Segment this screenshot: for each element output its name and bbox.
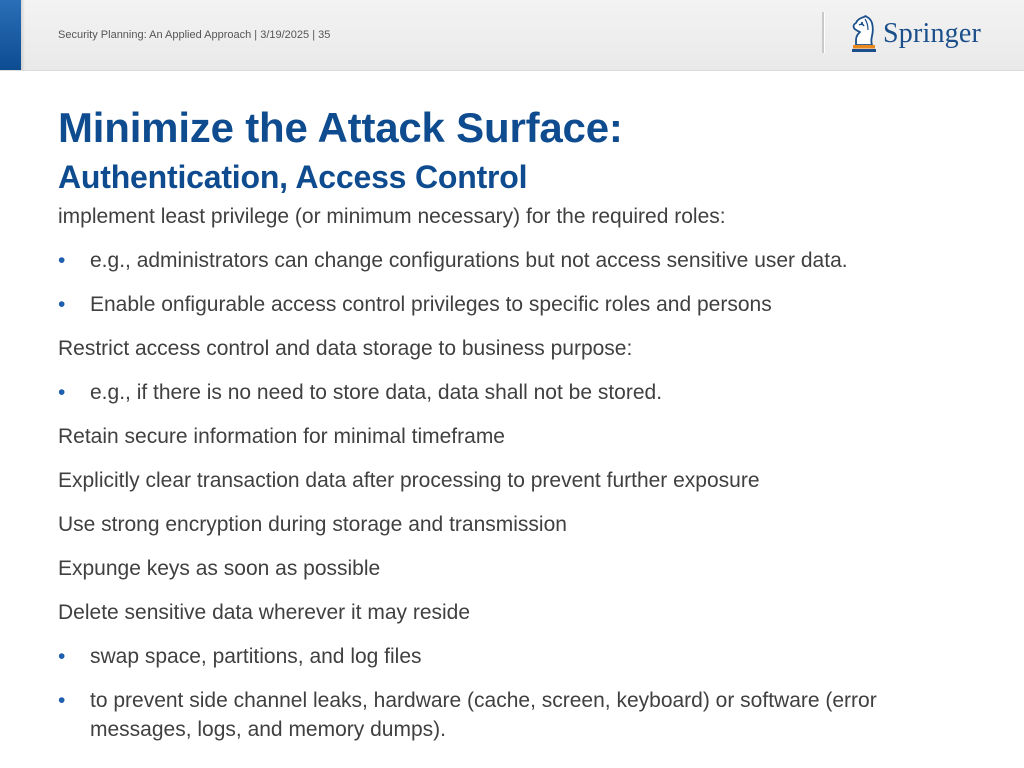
slide-footer-text: Security Planning: An Applied Approach | 3/19/2025 | 35 xyxy=(58,29,331,41)
bullet-dot-icon: • xyxy=(58,645,66,668)
springer-logo xyxy=(850,14,981,54)
header-band xyxy=(0,0,1024,71)
line-text: Expunge keys as soon as possible xyxy=(58,557,381,580)
bullet-dot-icon: • xyxy=(58,293,66,316)
line-text: implement least privilege (or minimum necessary) for the required roles: xyxy=(58,205,726,228)
body-paragraph xyxy=(58,422,958,451)
springer-logo-text: Springer xyxy=(883,18,982,49)
line-text: Delete sensitive data wherever it may reside xyxy=(58,601,471,624)
body-paragraph xyxy=(58,466,958,495)
header-divider xyxy=(822,12,825,53)
line-text: Retain secure information for minimal timeframe xyxy=(58,425,505,448)
bullet-item xyxy=(58,246,958,275)
slide-title: Minimize the Attack Surface: xyxy=(58,104,623,151)
line-text: swap space, partitions, and log files xyxy=(90,645,422,668)
line-text: to prevent side channel leaks, hardware (cache, screen, keyboard) or software (error messages, logs, and memory dumps). xyxy=(90,689,877,741)
bullet-item xyxy=(58,642,958,671)
accent-bar-shadow xyxy=(21,0,25,70)
line-text: e.g., if there is no need to store data, data shall not be stored. xyxy=(90,381,663,404)
slide-subtitle: Authentication, Access Control xyxy=(58,159,528,195)
line-text: Explicitly clear transaction data after processing to prevent further exposure xyxy=(58,469,760,492)
line-text: Enable onfigurable access control privileges to specific roles and persons xyxy=(90,293,772,316)
knight-chess-piece-icon xyxy=(850,15,878,53)
body-paragraph xyxy=(58,554,958,583)
bullet-dot-icon: • xyxy=(58,689,66,712)
bullet-item xyxy=(58,378,958,407)
slide-body xyxy=(58,202,958,759)
bullet-dot-icon: • xyxy=(58,381,66,404)
accent-bar xyxy=(0,0,21,70)
bullet-dot-icon: • xyxy=(58,249,66,272)
line-text: Restrict access control and data storage to business purpose: xyxy=(58,337,633,360)
body-paragraph xyxy=(58,510,958,539)
bullet-item xyxy=(58,686,958,744)
body-paragraph xyxy=(58,334,958,363)
body-paragraph xyxy=(58,598,958,627)
line-text: e.g., administrators can change configurations but not access sensitive user data. xyxy=(90,249,848,272)
body-paragraph xyxy=(58,202,958,231)
bullet-item xyxy=(58,290,958,319)
line-text: Use strong encryption during storage and transmission xyxy=(58,513,567,536)
